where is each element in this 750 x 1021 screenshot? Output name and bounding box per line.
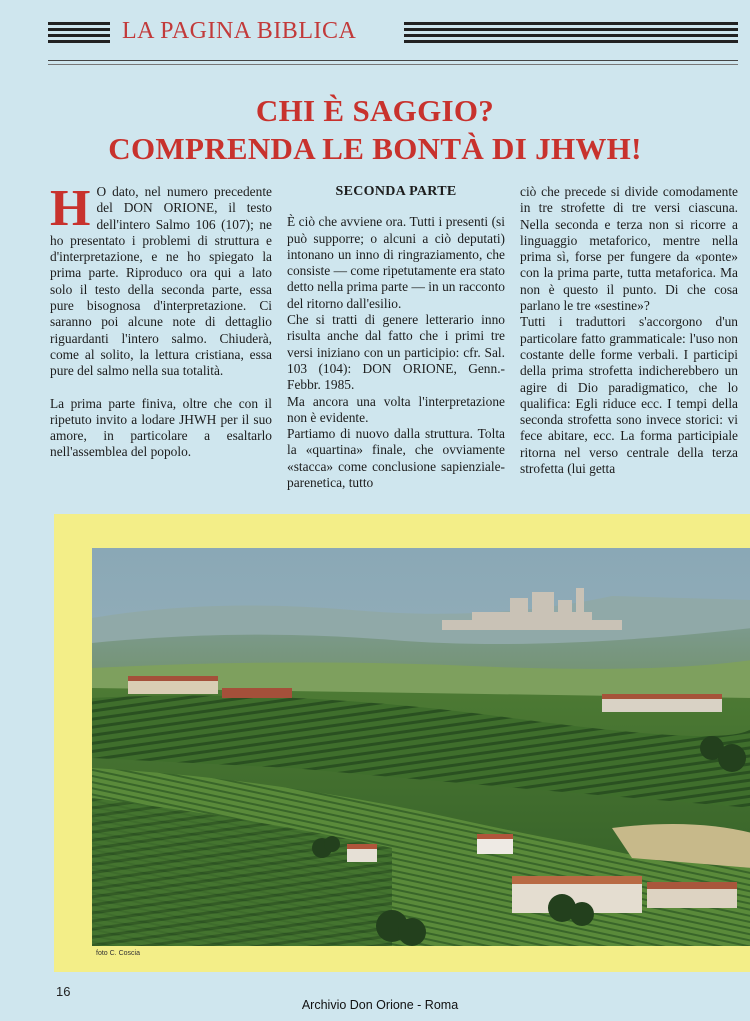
header-divider-secondary	[48, 64, 738, 65]
archive-watermark: Archivio Don Orione - Roma	[301, 998, 459, 1012]
header-rule-left	[48, 22, 110, 46]
col1-paragraph-1: O dato, nel numero precedente del DON ORIONE, il testo dell'intero Salmo 106 (107); ne ho presentato i problemi di struttura e d'interpretazione, e ne ho spiegato la prima parte. Riproduco ora qui a lato solo il testo della seconda parte, essa pure bisognosa d'interpretazione. Ci saranno poi alcune note di dettaglio riguardanti l'intero salmo. Chiuderà, come al solito, la lettura cristiana, essa pure del salmo nella sua totalità.	[50, 184, 272, 379]
column-1	[50, 180, 272, 461]
col2-paragraph-4: Partiamo di nuovo dalla struttura. Tolta la «quartina» finale, che ovviamente «stacca» come conclusione sapienziale-parenetica, tutto	[287, 426, 505, 491]
landscape-photo	[92, 548, 750, 946]
vineyard-landscape-image	[92, 548, 750, 946]
col3-paragraph-2: Tutti i traduttori s'accorgono d'un particolare fatto grammaticale: l'uso non costante delle forme verbali. I participi della prima strofetta indicherebbero un agire di Dio paradigmatico, che lo qualifica: Egli riduce ecc. I tempi della seconda strofetta sono invece storici: vi fece abitare, ecc. La forma participiale ritorna nel verso centrale della terza strofetta (lui getta	[520, 314, 738, 477]
title-line-2: COMPRENDA LE BONTÀ DI JHWH!	[108, 131, 642, 166]
column-3	[520, 184, 738, 477]
section-header	[48, 16, 738, 56]
col1-paragraph-2: La prima parte finiva, oltre che con il ripetuto invito a lodare JHWH per il suo amore, in particolare a esaltarlo nell'assemblea del popolo.	[50, 395, 272, 460]
photo-credit: foto C. Coscia	[96, 950, 140, 957]
col2-paragraph-2: Che si tratti di genere letterario inno risulta anche dal fatto che i primi tre versi iniziano con un participio: cfr. Sal. 103 (104): DON ORIONE, Genn.-Febbr. 1985.	[287, 312, 505, 393]
title-line-1: CHI È SAGGIO?	[255, 93, 495, 128]
col3-paragraph-1: ciò che precede si divide comodamente in tre strofette di tre versi ciascuna. Nella seconda e terza non si ricorre a linguaggio metaforico, mentre nella prima sì, forse per fungere da «ponte» con la prima parte, tutta metaforica. Ma non è questo il punto. Di che cosa parlano le tre «sestine»?	[520, 184, 738, 314]
header-divider	[48, 60, 738, 61]
section-label: LA PAGINA BIBLICA	[122, 18, 357, 44]
header-rule-right	[404, 22, 738, 46]
article-title	[60, 92, 690, 168]
drop-cap: H	[50, 180, 91, 237]
page-number: 16	[56, 984, 71, 999]
subheading: SECONDA PARTE	[335, 184, 457, 199]
col2-paragraph-1: È ciò che avviene ora. Tutti i presenti (si può supporre; o alcuni a ciò deputati) intonano un inno di ringraziamento, che consiste — come ripetutamente era stato detto nella prima parte — in un racconto del ritorno dall'esilio.	[287, 214, 505, 311]
column-2	[287, 184, 505, 491]
col2-paragraph-3: Ma ancora una volta l'interpretazione non è evidente.	[287, 393, 505, 425]
